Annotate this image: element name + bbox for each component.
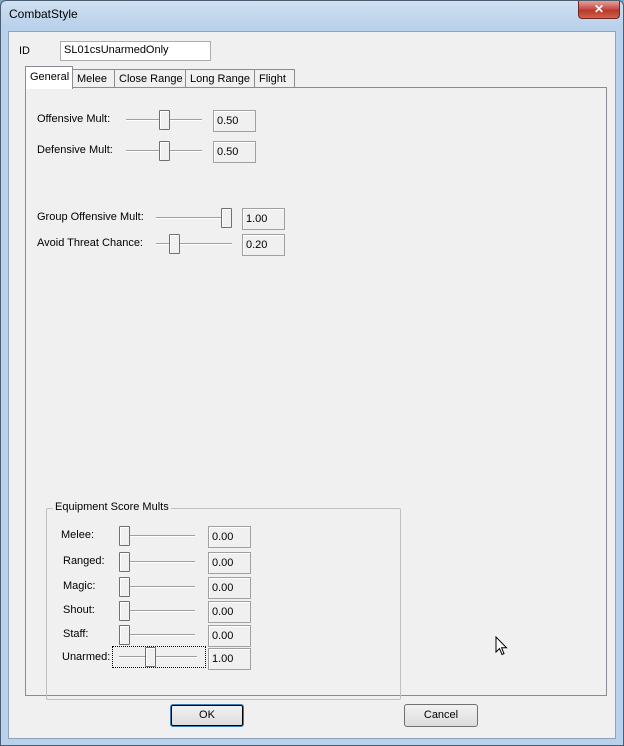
unarmed-slider[interactable] [113,647,205,667]
slider-thumb[interactable] [119,601,130,621]
equipment-score-mults-title: Equipment Score Mults [55,501,169,513]
group-offensive-mult-label: Group Offensive Mult: [37,211,144,223]
defensive-mult-slider[interactable] [126,141,202,161]
melee-slider[interactable] [119,526,195,546]
defensive-mult-value[interactable]: 0.50 [213,141,256,163]
dialog-client-area [8,31,616,739]
offensive-mult-label: Offensive Mult: [37,113,111,125]
avoid-threat-chance-slider[interactable] [156,234,232,254]
magic-slider[interactable] [119,577,195,597]
tab-long-range[interactable]: Long Range [185,69,255,88]
close-button[interactable] [578,1,620,19]
general-tab-panel [25,87,607,696]
mouse-cursor-icon [495,636,509,656]
staff-value[interactable]: 0.00 [208,625,251,647]
group-offensive-mult-value[interactable]: 1.00 [242,208,285,230]
shout-slider[interactable] [119,601,195,621]
unarmed-value[interactable]: 1.00 [208,648,251,670]
unarmed-label: Unarmed: [62,651,111,663]
offensive-mult-slider[interactable] [126,110,202,130]
slider-thumb[interactable] [119,577,130,597]
tab-flight[interactable]: Flight [254,69,295,88]
ranged-value[interactable]: 0.00 [208,552,251,574]
ranged-slider[interactable] [119,552,195,572]
slider-thumb[interactable] [221,208,232,228]
group-offensive-mult-slider[interactable] [156,208,232,228]
melee-label: Melee: [61,529,95,541]
avoid-threat-chance-label: Avoid Threat Chance: [37,237,143,249]
offensive-mult-value[interactable]: 0.50 [213,110,256,132]
tab-close-range[interactable]: Close Range [114,69,186,88]
title-bar[interactable] [1,1,623,27]
cancel-button[interactable]: Cancel [404,704,478,727]
tab-general[interactable]: General [25,66,73,89]
equipment-score-mults-group [46,501,401,700]
staff-slider[interactable] [119,625,195,645]
melee-value[interactable]: 0.00 [208,526,251,548]
slider-thumb[interactable] [169,234,180,254]
shout-label: Shout: [63,604,95,616]
magic-label: Magic: [63,580,96,592]
slider-thumb[interactable] [145,647,156,667]
slider-thumb[interactable] [119,552,130,572]
tab-melee[interactable]: Melee [72,69,115,88]
ok-button[interactable]: OK [170,704,244,727]
ranged-label: Ranged: [63,555,105,567]
slider-thumb[interactable] [159,110,170,130]
shout-value[interactable]: 0.00 [208,601,251,623]
close-icon: ✕ [593,2,605,16]
defensive-mult-label: Defensive Mult: [37,144,113,156]
slider-thumb[interactable] [119,526,130,546]
staff-label: Staff: [63,628,89,640]
avoid-threat-chance-value[interactable]: 0.20 [242,234,285,256]
magic-value[interactable]: 0.00 [208,577,251,599]
slider-thumb[interactable] [119,625,130,645]
slider-thumb[interactable] [159,141,170,161]
id-label: ID [19,45,30,57]
window-title: CombatStyle [9,7,78,21]
id-input[interactable]: SL01csUnarmedOnly [60,41,211,61]
